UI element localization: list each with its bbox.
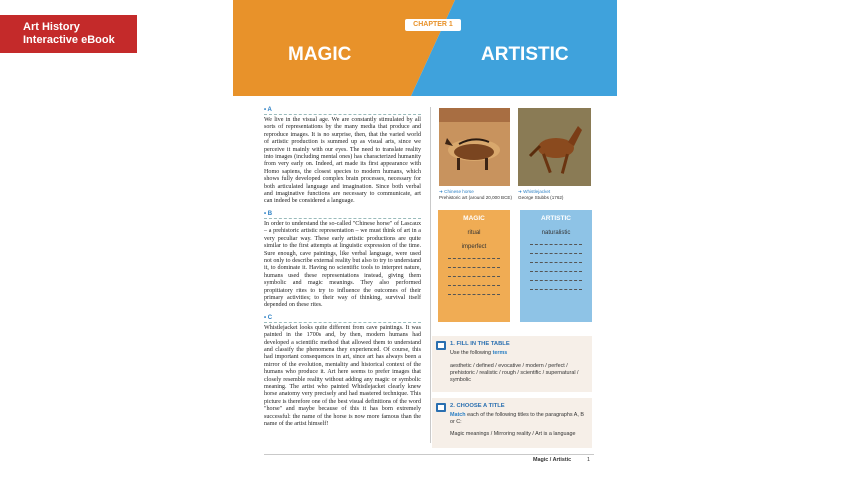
- magic-table-column: [438, 210, 510, 322]
- exercise-2: [432, 398, 592, 448]
- blank-line[interactable]: [448, 258, 500, 259]
- caption-subtitle: Prehistoric art (around 20,000 BCE): [439, 194, 513, 200]
- artistic-word: naturalistic: [541, 230, 571, 236]
- chapter-header: [233, 0, 617, 96]
- magic-word: ritual: [467, 230, 481, 236]
- whistlejacket-caption: [518, 189, 563, 200]
- footer-rule: [264, 454, 594, 455]
- blank-line[interactable]: [448, 285, 500, 286]
- paragraph-b: In order to understand the so-called "Chinese horse" of Lascaux – a prehistoric artistic representation – we must think of art in a very peculiar way. These early artistic productions are quite similar to the first attempts at linguistic expression of the time. Sure enough, cave paintings, like verbal language, were used not only to describe external reality but also to try to understand it, to dominate it. Having no scientific tools to interpret nature, humans used these representations instead, giving them symbolic and magic meanings. They also performed propitiatory rites to try to influence the outcomes of their primary activities; to their way of thinking, survival itself depended on these rites.: [264, 220, 421, 309]
- body-text-column: [264, 107, 421, 433]
- blank-line[interactable]: [530, 244, 582, 245]
- badge-line2: Interactive eBook: [23, 34, 115, 46]
- section-c-marker: • C: [264, 315, 421, 323]
- exercise-1: [432, 336, 592, 392]
- exercise-2-instruction: Match each of the following titles to the paragraphs A, B or C:: [450, 412, 584, 425]
- exercise-1-title: 1. FILL IN THE TABLE: [450, 341, 510, 347]
- caption-title: ➜ Chinese horse: [439, 189, 474, 194]
- magic-word: imperfect: [461, 244, 487, 250]
- ebook-badge: [0, 15, 137, 53]
- exercise-1-instruction: Use the following terms: [450, 350, 508, 356]
- paragraph-c: Whistlejacket looks quite different from cave paintings. It was painted in the 1700s and, by then, modern humans had developed a scientific method that allowed them to understand and classify the phenomena they experienced. Of course, this had important consequences in art, since art has always been a mirror of the evolution, mentality and historical context of the humans who produce it. Art here seems to prefer images that closely resemble reality without adding any magic or symbolic meaning. The artist who painted Whistlejacket clearly knew horse anatomy very precisely and had mastered technique. This picture is therefore one of the best visual definitions of the word "horse" and maybe because of this it has born extremely successful: the name of the horse is now more famous than the name of the artist himself!: [264, 324, 421, 428]
- blank-line[interactable]: [448, 294, 500, 295]
- blank-line[interactable]: [530, 262, 582, 263]
- section-b-marker: • B: [264, 211, 421, 219]
- title-artistic: ARTISTIC: [481, 44, 569, 65]
- exercise-1-terms: aesthetic / defined / evocative / modern / perfect / prehistoric / realistic / rough / scientific / supernatural / symbolic: [450, 363, 579, 383]
- column-divider: [430, 107, 431, 443]
- artistic-table-column: [520, 210, 592, 322]
- whistlejacket-image: [518, 108, 591, 186]
- artistic-column-header: ARTISTIC: [541, 215, 571, 222]
- blank-line[interactable]: [448, 276, 500, 277]
- exercise-2-title: 2. CHOOSE A TITLE: [450, 403, 505, 409]
- paragraph-a: We live in the visual age. We are constantly stimulated by all sorts of representations by the many media that produce and reproduce images. It is no surprise, then, that the varied world of artistic production is summed up as visual arts, since we perceive it mainly with our eyes. The need to translate reality into images (including mental ones) has characterized humanity from very early on. Indeed, art made its first appearance with Homo sapiens, the closest species to modern humans, which shows fully developed complex brain processes, necessary for both articulated language and imagination. Since both verbal and imaginative functions are necessary to communicate, art can indeed be considered a language.: [264, 117, 421, 205]
- exercise-icon: [436, 341, 446, 350]
- caption-subtitle: George Stubbs (1762): [518, 194, 564, 200]
- caption-title: ➜ Whistlejacket: [518, 189, 551, 194]
- page-number: 1: [587, 457, 590, 463]
- blank-line[interactable]: [448, 267, 500, 268]
- exercise-icon: [436, 403, 446, 412]
- section-a-marker: • A: [264, 107, 421, 115]
- exercise-2-titles: Magic meanings / Mirroring reality / Art is a language: [450, 431, 576, 437]
- blank-line[interactable]: [530, 271, 582, 272]
- running-title: Magic / Artistic: [533, 457, 572, 463]
- magic-column-header: MAGIC: [463, 215, 485, 222]
- badge-line1: Art History: [23, 21, 80, 33]
- chinese-horse-image: [439, 108, 510, 186]
- blank-line[interactable]: [530, 289, 582, 290]
- blank-line[interactable]: [530, 280, 582, 281]
- book-page: [233, 0, 617, 478]
- chapter-label: CHAPTER 1: [405, 19, 461, 31]
- chinese-horse-caption: [439, 189, 512, 200]
- title-magic: MAGIC: [288, 44, 352, 65]
- blank-line[interactable]: [530, 253, 582, 254]
